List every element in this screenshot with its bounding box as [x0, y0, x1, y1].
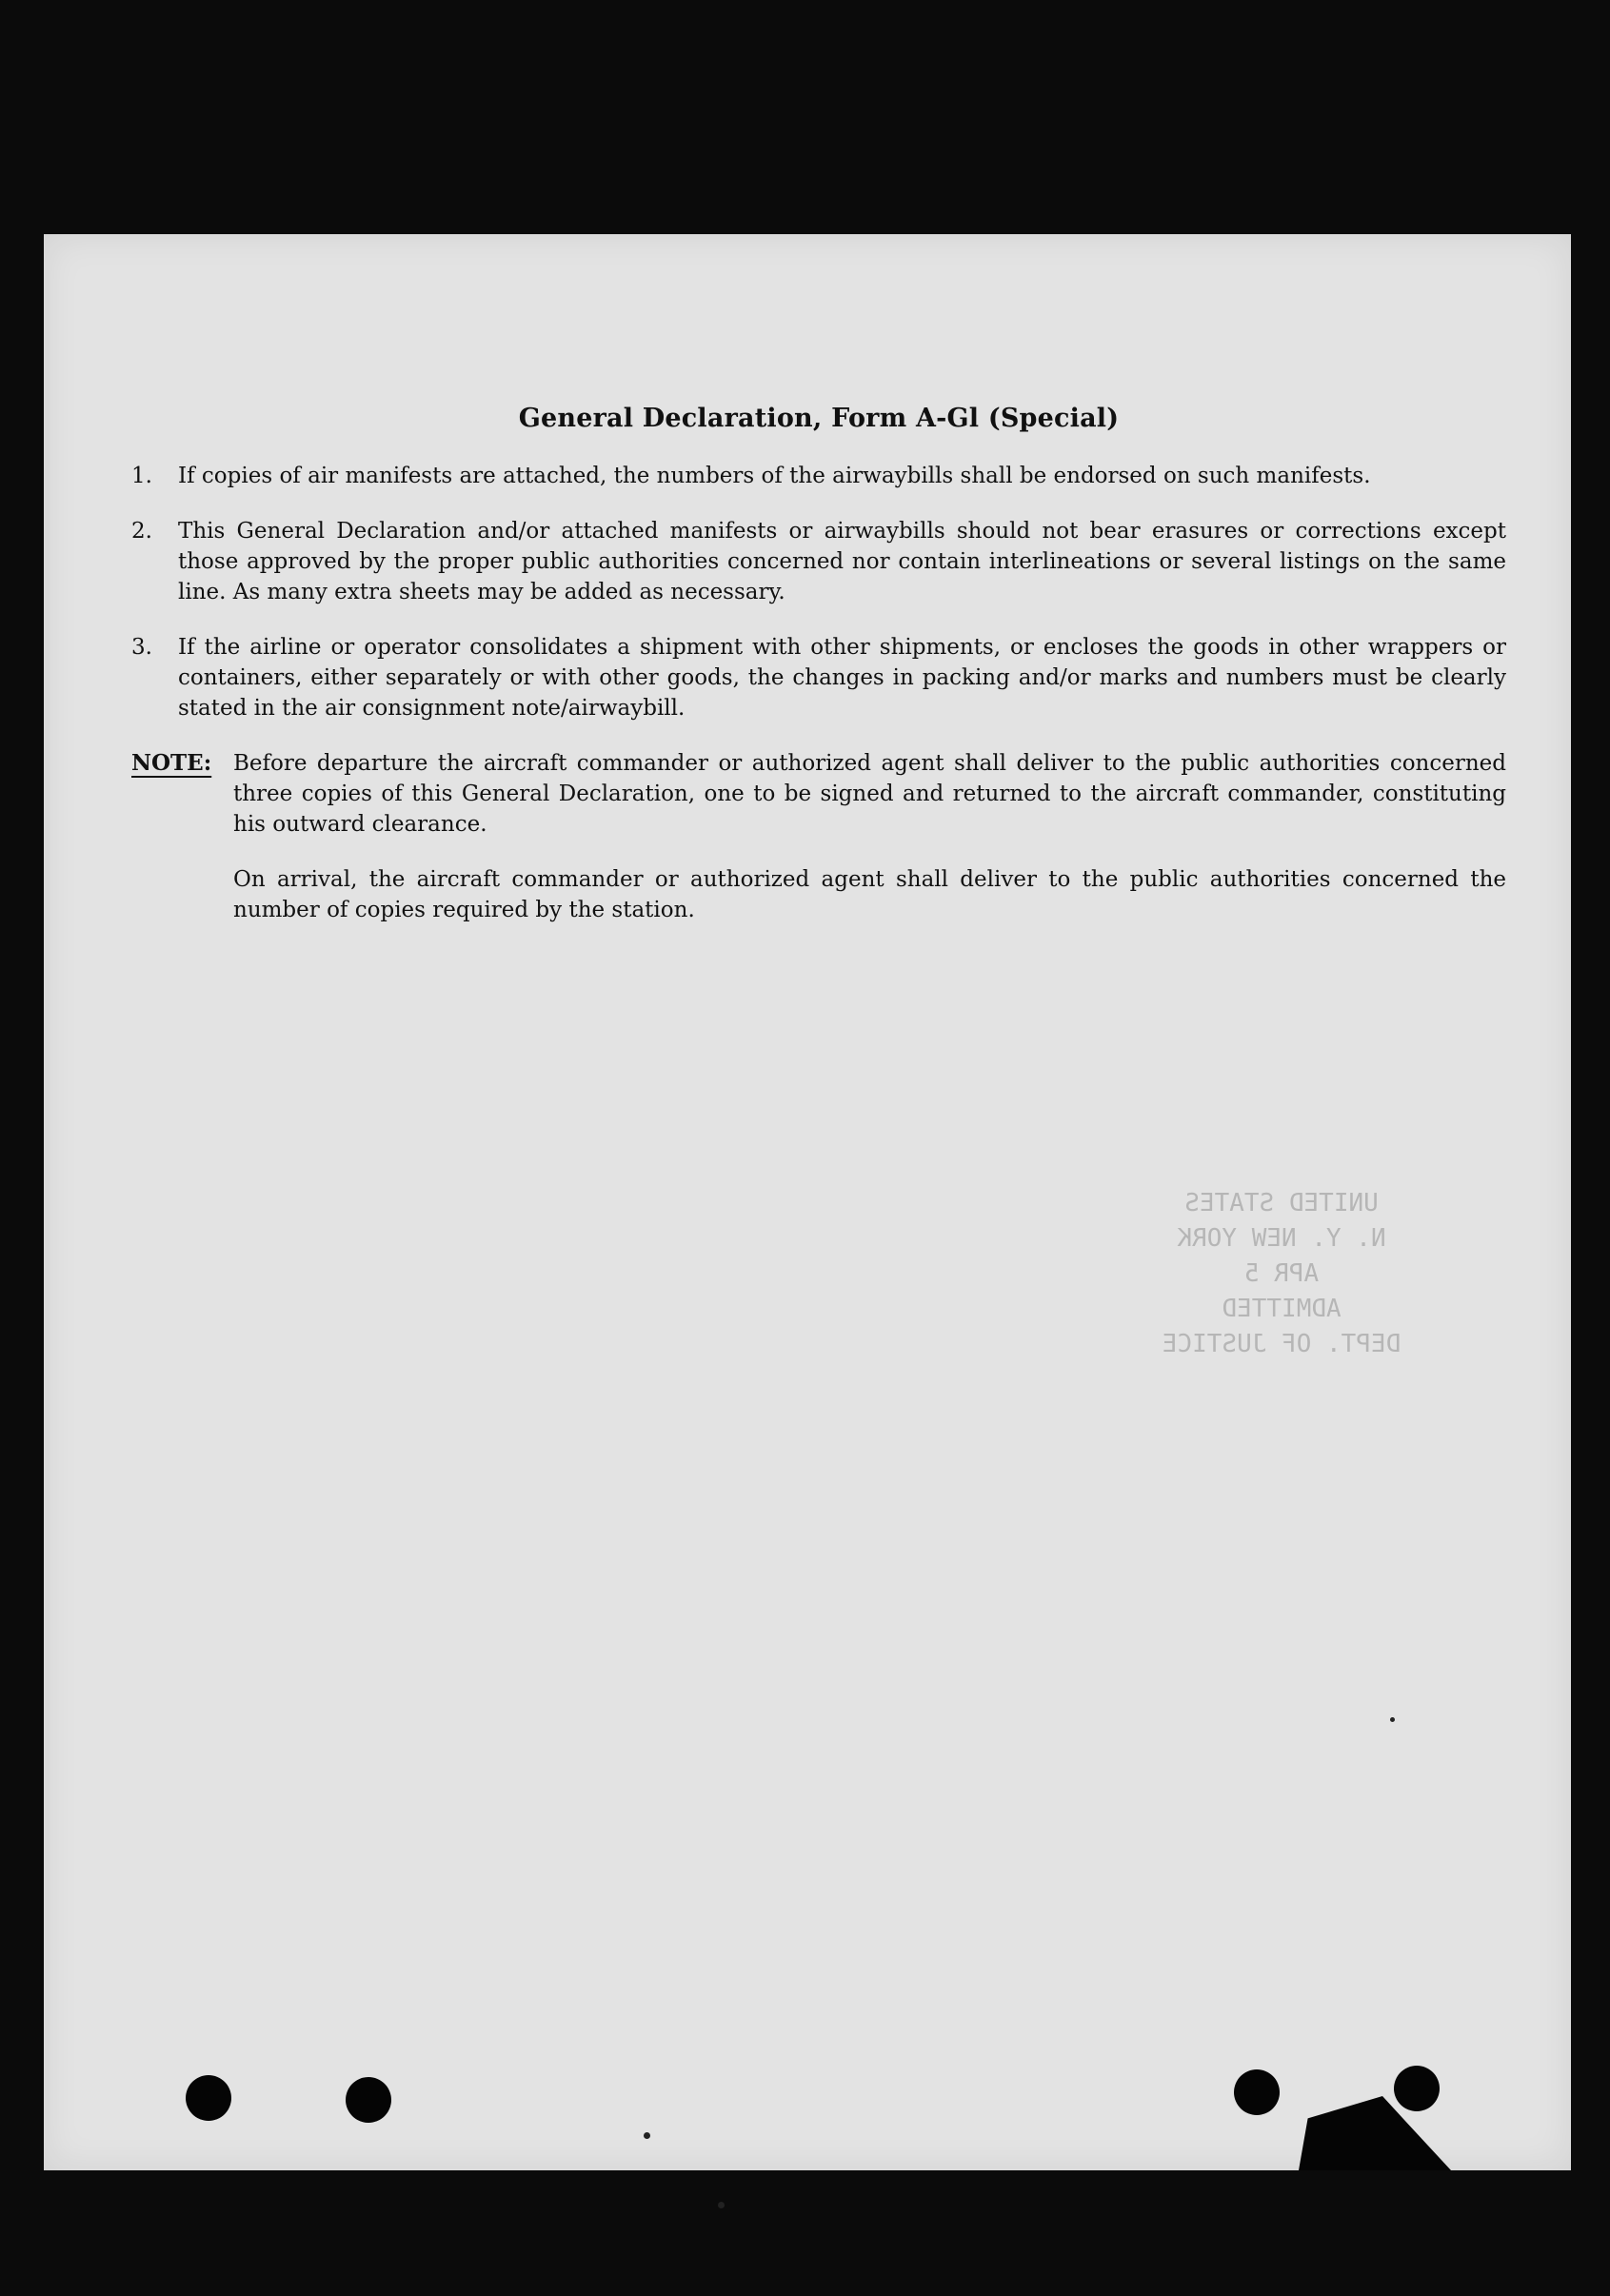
document-title: General Declaration, Form A-Gl (Special) — [518, 404, 1120, 433]
stamp-bleedthrough — [1110, 1186, 1453, 1362]
note-body — [233, 748, 1506, 950]
stamp-line: UNITED STATES — [1184, 1189, 1379, 1217]
note-label — [131, 748, 233, 950]
ink-speck — [644, 2132, 650, 2139]
punch-hole — [186, 2075, 231, 2121]
punch-hole — [1394, 2066, 1440, 2111]
item-text: If the airline or operator consolidates a shipment with other shipments, or encloses the goods in other wrappers or containers, either separately or with other goods, the changes in packing and/or marks and numbers must be clearly stated in the air consignment note/airwaybill. — [178, 635, 1506, 721]
note-paragraph: On arrival, the aircraft commander or authorized agent shall deliver to the public authorities concerned the number of copies required by the station. — [233, 867, 1506, 922]
ink-speck — [1390, 1717, 1395, 1722]
note-paragraph: Before departure the aircraft commander or authorized agent shall deliver to the public authorities concerned three copies of this General Declaration, one to be signed and returned to the aircraft commander, constituting his outward clearance. — [233, 751, 1506, 837]
item-number: 3. — [131, 635, 152, 660]
item-number: 1. — [131, 464, 152, 488]
stamp-line: ADMITTED — [1222, 1295, 1342, 1323]
item-text: This General Declaration and/or attached manifests or airwaybills should not bear erasures or corrections except those approved by the proper public authorities concerned nor contain interlineations or several listings on the same line. As many extra sheets may be added as necessary. — [178, 519, 1506, 604]
ink-speck — [718, 2202, 725, 2208]
list-item — [131, 632, 1506, 723]
paper-sheet — [44, 234, 1571, 2170]
note-section — [131, 748, 1506, 950]
punch-hole — [1234, 2069, 1280, 2115]
declaration-content — [131, 404, 1506, 950]
stamp-line: N. Y. NEW YORK — [1177, 1224, 1386, 1253]
list-item — [131, 516, 1506, 607]
stamp-line: APR 5 — [1243, 1259, 1320, 1288]
list-item — [131, 461, 1506, 491]
punch-hole — [346, 2077, 391, 2123]
item-number: 2. — [131, 519, 152, 544]
note-label-text: NOTE: — [131, 750, 212, 776]
item-text: If copies of air manifests are attached, the numbers of the airwaybills shall be endorsed on such manifests. — [178, 464, 1371, 488]
stamp-line: DEPT. OF JUSTICE — [1162, 1330, 1401, 1358]
